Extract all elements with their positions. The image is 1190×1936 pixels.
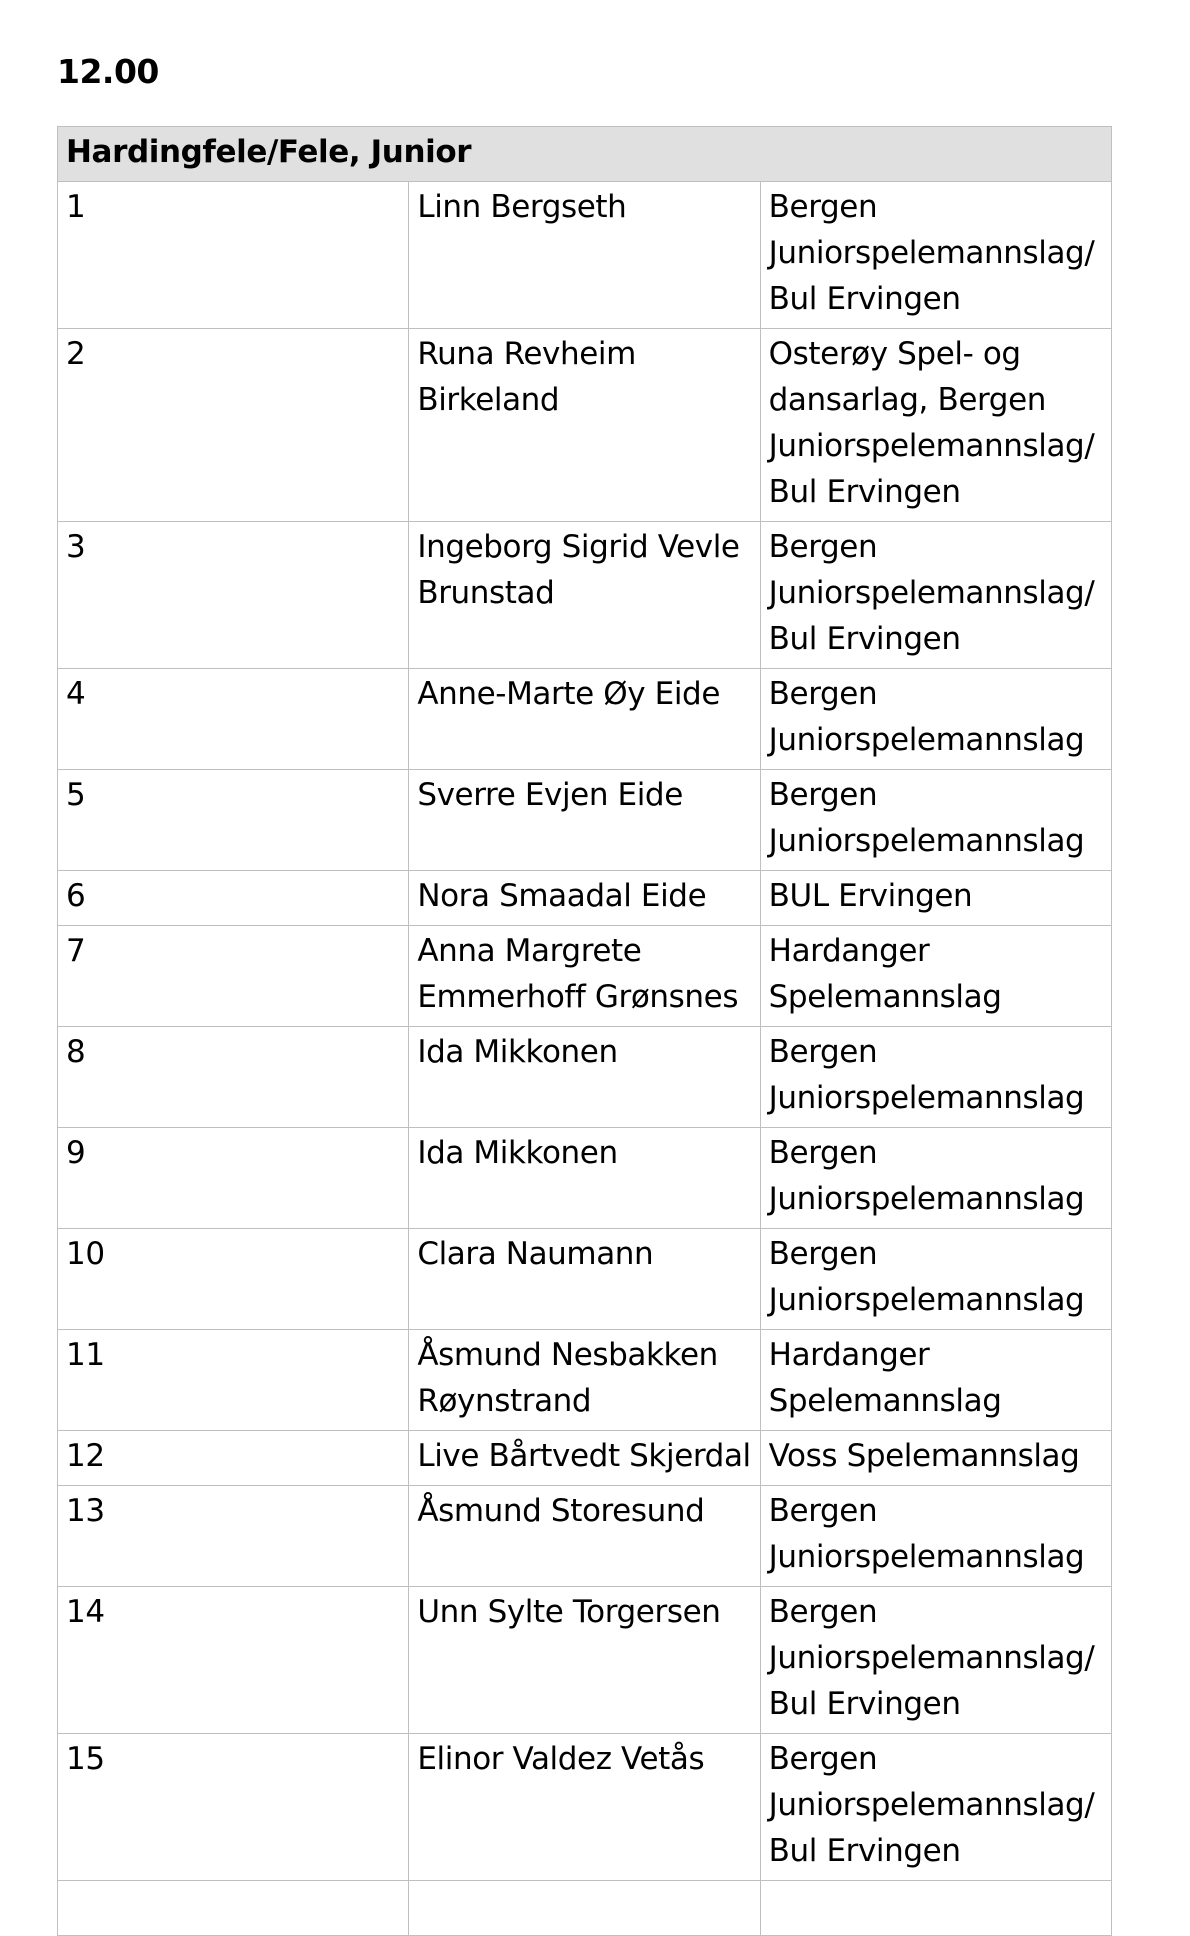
- participant-club: Bergen Juniorspelemannslag/Bul Ervingen: [760, 522, 1111, 669]
- participant-name: Ida Mikkonen: [409, 1128, 760, 1229]
- participant-name: Ida Mikkonen: [409, 1027, 760, 1128]
- participant-club: Bergen Juniorspelemannslag: [760, 1128, 1111, 1229]
- participant-club: Hardanger Spelemannslag: [760, 1330, 1111, 1431]
- table-row: [58, 1128, 1112, 1229]
- table-row: [58, 522, 1112, 669]
- participant-name: Sverre Evjen Eide: [409, 770, 760, 871]
- row-number: 13: [58, 1486, 409, 1587]
- row-number: 2: [58, 329, 409, 522]
- table-row: [58, 1734, 1112, 1881]
- section-title: Hardingfele/Fele, Junior: [58, 127, 1112, 182]
- participant-name: Linn Bergseth: [409, 182, 760, 329]
- page-heading: 12.00: [57, 52, 159, 91]
- participant-club: Bergen Juniorspelemannslag/Bul Ervingen: [760, 182, 1111, 329]
- table-row: [58, 1486, 1112, 1587]
- row-number: 14: [58, 1587, 409, 1734]
- participant-name: Runa Revheim Birkeland: [409, 329, 760, 522]
- participant-club: Bergen Juniorspelemannslag: [760, 1027, 1111, 1128]
- results-table: [57, 126, 1112, 1936]
- table-row: [58, 1431, 1112, 1486]
- table-row: [58, 669, 1112, 770]
- row-number: 4: [58, 669, 409, 770]
- table-row: [58, 1027, 1112, 1128]
- participant-name: Ingeborg Sigrid Vevle Brunstad: [409, 522, 760, 669]
- row-number: 9: [58, 1128, 409, 1229]
- row-number: 10: [58, 1229, 409, 1330]
- results-table-body: [58, 127, 1112, 1936]
- participant-name: Elinor Valdez Vetås: [409, 1734, 760, 1881]
- participant-name: Live Bårtvedt Skjerdal: [409, 1431, 760, 1486]
- table-row: [58, 770, 1112, 871]
- participant-club: Bergen Juniorspelemannslag: [760, 770, 1111, 871]
- row-number: 15: [58, 1734, 409, 1881]
- row-number: 1: [58, 182, 409, 329]
- empty-cell: [409, 1881, 760, 1936]
- participant-name: Nora Smaadal Eide: [409, 871, 760, 926]
- participant-name: Anna Margrete Emmerhoff Grønsnes: [409, 926, 760, 1027]
- participant-name: Åsmund Storesund: [409, 1486, 760, 1587]
- table-row: [58, 1229, 1112, 1330]
- table-row: [58, 871, 1112, 926]
- row-number: 8: [58, 1027, 409, 1128]
- participant-club: Bergen Juniorspelemannslag/Bul Ervingen: [760, 1734, 1111, 1881]
- row-number: 11: [58, 1330, 409, 1431]
- row-number: 6: [58, 871, 409, 926]
- participant-club: Hardanger Spelemannslag: [760, 926, 1111, 1027]
- empty-table-row: [58, 1881, 1112, 1936]
- participant-club: Bergen Juniorspelemannslag: [760, 1229, 1111, 1330]
- table-row: [58, 1587, 1112, 1734]
- participant-club: Bergen Juniorspelemannslag: [760, 669, 1111, 770]
- row-number: 12: [58, 1431, 409, 1486]
- participant-name: Clara Naumann: [409, 1229, 760, 1330]
- participant-name: Anne-Marte Øy Eide: [409, 669, 760, 770]
- table-row: [58, 926, 1112, 1027]
- empty-cell: [760, 1881, 1111, 1936]
- row-number: 5: [58, 770, 409, 871]
- participant-name: Åsmund Nesbakken Røynstrand: [409, 1330, 760, 1431]
- participant-club: Voss Spelemannslag: [760, 1431, 1111, 1486]
- participant-club: Bergen Juniorspelemannslag: [760, 1486, 1111, 1587]
- row-number: 7: [58, 926, 409, 1027]
- section-header-row: [58, 127, 1112, 182]
- empty-cell: [58, 1881, 409, 1936]
- row-number: 3: [58, 522, 409, 669]
- participant-club: BUL Ervingen: [760, 871, 1111, 926]
- participant-name: Unn Sylte Torgersen: [409, 1587, 760, 1734]
- participant-club: Bergen Juniorspelemannslag/Bul Ervingen: [760, 1587, 1111, 1734]
- participant-club: Osterøy Spel- og dansarlag, Bergen Juniorspelemannslag/Bul Ervingen: [760, 329, 1111, 522]
- table-row: [58, 1330, 1112, 1431]
- table-row: [58, 329, 1112, 522]
- table-row: [58, 182, 1112, 329]
